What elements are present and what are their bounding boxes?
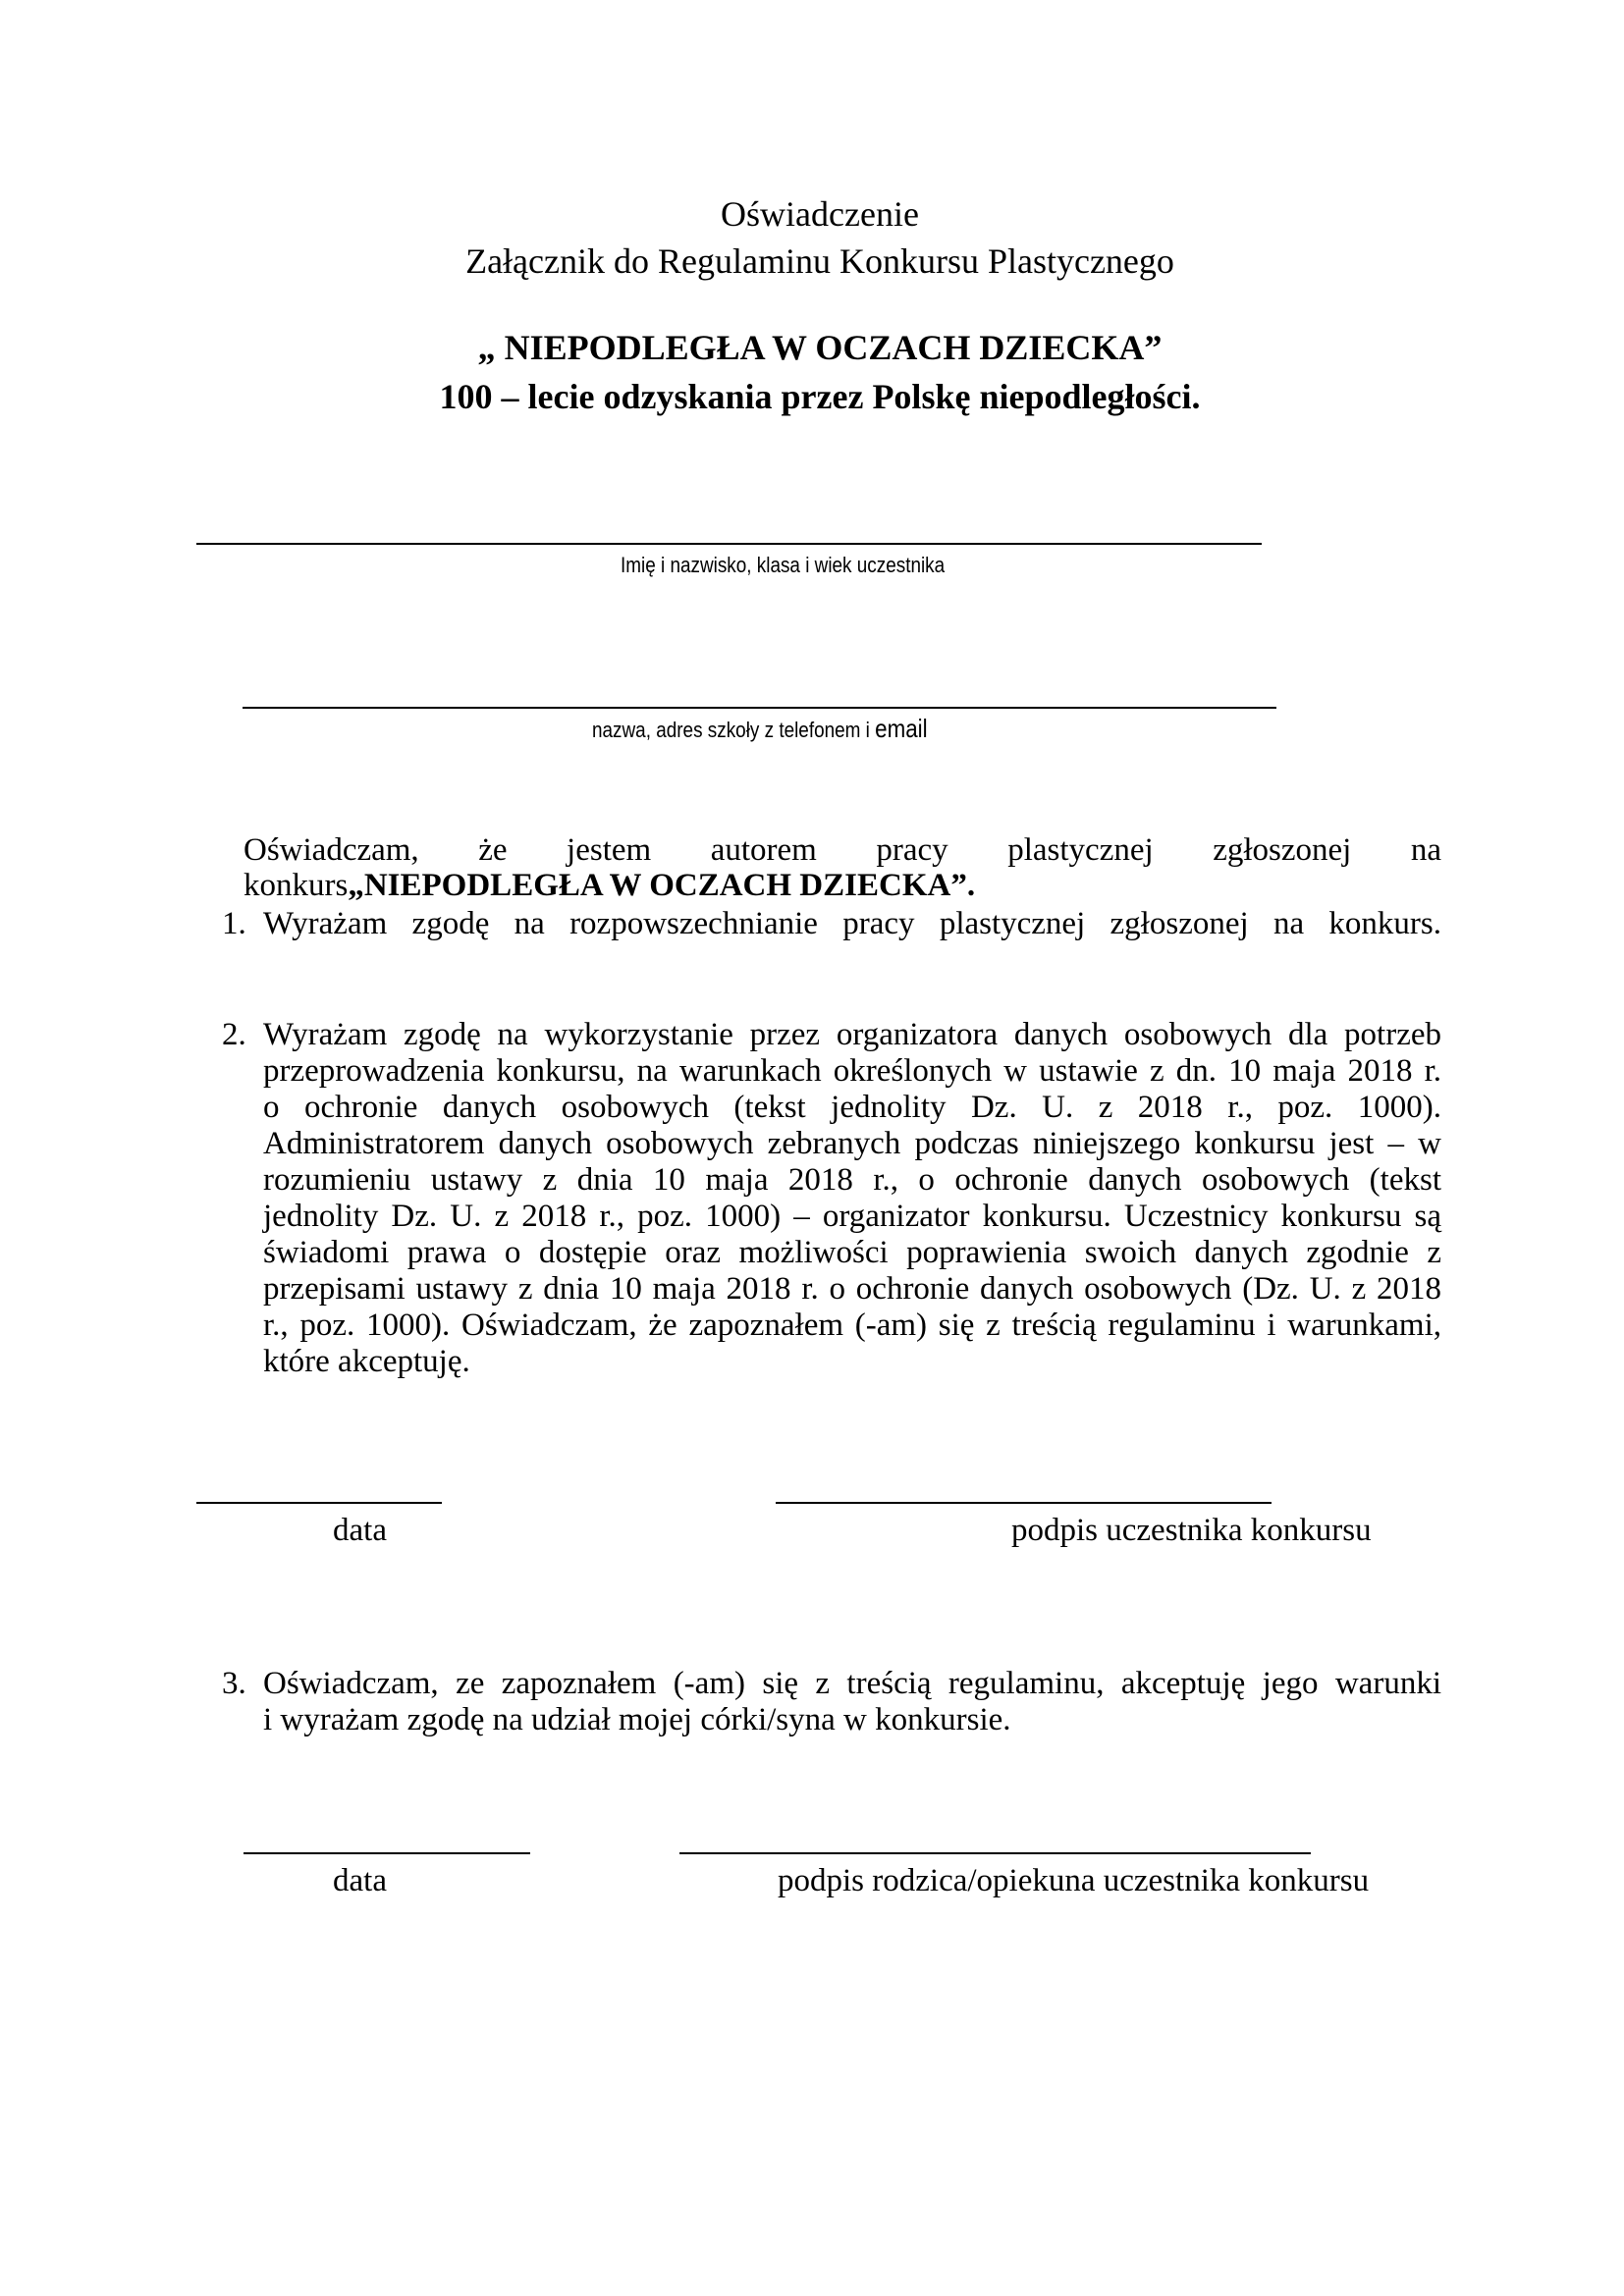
item-3-text bbox=[263, 1666, 1441, 1738]
item-2-line: Administratorem danych osobowych zebranych podczas niniejszego konkursu jest – w bbox=[263, 1126, 1441, 1161]
document-title: Oświadczenie bbox=[721, 194, 919, 234]
intro-word: zgłoszonej bbox=[1213, 832, 1352, 868]
item-1-word: pracy bbox=[842, 906, 915, 941]
item-2-line: jednolity Dz. U. z 2018 r., poz. 1000) – organizator konkursu. Uczestnicy konkursu są bbox=[263, 1199, 1441, 1234]
intro-word: jestem bbox=[567, 832, 652, 868]
intro-word: na bbox=[1410, 832, 1441, 868]
intro-word: plastycznej bbox=[1007, 832, 1154, 868]
intro-word: autorem bbox=[710, 832, 817, 868]
item-1-word: zgodę bbox=[411, 906, 490, 941]
parent-date-line[interactable] bbox=[244, 1852, 530, 1854]
item-3-line-2: i wyrażam zgodę na udział mojej córki/syna w konkursie. bbox=[263, 1702, 1011, 1737]
intro-konkurs: konkurs bbox=[244, 868, 349, 903]
intro-word: Oświadczam, bbox=[244, 832, 419, 868]
item-2-number: 2. bbox=[222, 1017, 246, 1052]
item-2-line: r., poz. 1000). Oświadczam, że zapoznałem (-am) się z treścią regulaminu i warunkami, bbox=[263, 1308, 1441, 1343]
intro-contest-name: „NIEPODLEGŁA W OCZACH DZIECKA”. bbox=[348, 868, 976, 903]
intro-line-2 bbox=[244, 868, 975, 904]
participant-date-line[interactable] bbox=[196, 1502, 442, 1504]
intro-line-1 bbox=[244, 832, 1441, 869]
item-1-word: konkurs. bbox=[1328, 906, 1441, 941]
item-2-lines bbox=[263, 1017, 1441, 1344]
item-1-word: plastycznej bbox=[939, 906, 1086, 941]
item-2-line: Wyrażam zgodę na wykorzystanie przez organizatora danych osobowych dla potrzeb bbox=[263, 1017, 1441, 1052]
parent-signature-label: podpis rodzica/opiekuna uczestnika konkursu bbox=[778, 1863, 1370, 1898]
item-1-word: zgłoszonej bbox=[1110, 906, 1249, 941]
intro-word: że bbox=[478, 832, 508, 868]
item-2-line: rozumieniu ustawy z dnia 10 maja 2018 r., o ochronie danych osobowych (tekst bbox=[263, 1162, 1441, 1198]
participant-date-label: data bbox=[333, 1513, 387, 1548]
item-1-words bbox=[263, 906, 1441, 942]
item-1-word: na bbox=[514, 906, 545, 941]
contest-name: „ NIEPODLEGŁA W OCZACH DZIECKA” bbox=[477, 328, 1163, 367]
school-caption-email: email bbox=[875, 714, 928, 743]
participant-signature-line[interactable] bbox=[776, 1502, 1272, 1504]
participant-signature-label: podpis uczestnika konkursu bbox=[1011, 1513, 1372, 1548]
item-2-text bbox=[263, 1017, 1441, 1380]
item-1-word: Wyrażam bbox=[263, 906, 388, 941]
participant-name-caption: Imię i nazwisko, klasa i wiek uczestnika bbox=[621, 553, 946, 577]
anniversary-line: 100 – lecie odzyskania przez Polskę niepodległości. bbox=[439, 377, 1201, 416]
item-1-number: 1. bbox=[222, 906, 246, 941]
participant-name-line[interactable] bbox=[196, 543, 1262, 545]
item-2-line: przepisami ustawy z dnia 10 maja 2018 r. o ochronie danych osobowych (Dz. U. z 2018 bbox=[263, 1271, 1441, 1307]
intro-words bbox=[244, 832, 1441, 869]
school-info-line[interactable] bbox=[243, 707, 1276, 709]
school-caption-prefix: nazwa, adres szkoły z telefonem i bbox=[592, 718, 876, 742]
item-2-last-line: które akceptuję. bbox=[263, 1344, 470, 1379]
item-3-number: 3. bbox=[222, 1666, 246, 1701]
parent-signature-line[interactable] bbox=[679, 1852, 1311, 1854]
item-2-line: świadomi prawa o dostępie oraz możliwości poprawienia swoich danych zgodnie z bbox=[263, 1235, 1441, 1270]
item-1-word: rozpowszechnianie bbox=[569, 906, 818, 941]
item-3-line-1: Oświadczam, ze zapoznałem (-am) się z treścią regulaminu, akceptuję jego warunki bbox=[263, 1666, 1441, 1701]
item-1-word: na bbox=[1272, 906, 1305, 941]
intro-word: pracy bbox=[876, 832, 948, 868]
item-2-line: o ochronie danych osobowych (tekst jednolity Dz. U. z 2018 r., poz. 1000). bbox=[263, 1090, 1441, 1125]
school-info-caption bbox=[592, 715, 928, 744]
item-2-line: przeprowadzenia konkursu, na warunkach określonych w ustawie z dn. 10 maja 2018 r. bbox=[263, 1053, 1441, 1089]
parent-date-label: data bbox=[333, 1863, 387, 1898]
item-1-text bbox=[263, 906, 1441, 942]
document-subtitle: Załącznik do Regulaminu Konkursu Plastycznego bbox=[465, 241, 1174, 281]
